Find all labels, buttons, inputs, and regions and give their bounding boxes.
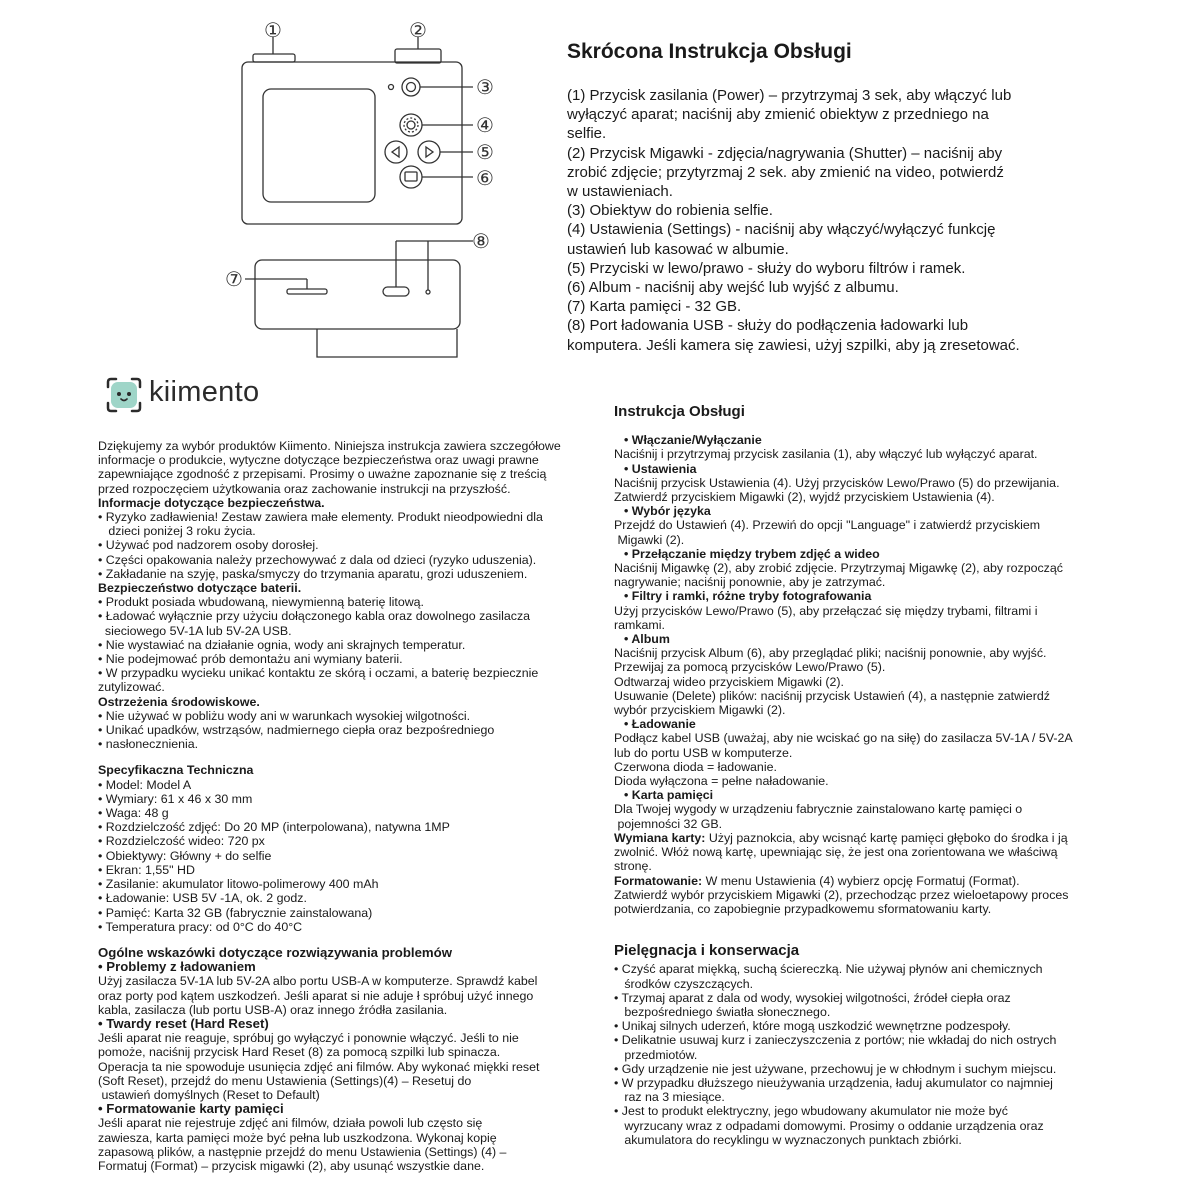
callout-5: ⑤ [476,140,494,164]
quick-guide-line: (1) Przycisk zasilania (Power) – przytrzymaj 3 sek, aby włączyć lub [567,87,1012,104]
text-line: wyrzucany wraz z odpadami domowymi. Prosimy o oddanie urządzenia oraz [614,1118,1044,1133]
text-line: • Model: Model A [98,777,192,792]
text-line: Czerwona dioda = ładowanie. [614,759,777,774]
text-line: Dioda wyłączona = pełne naładowanie. [614,774,829,789]
camera-screen [263,89,375,202]
filters-section-text [614,604,1114,632]
reset-text [98,1031,578,1102]
care-list [614,962,1114,1147]
text-line: Przewijaj za pomocą przycisków Lewo/Prawo (5). [614,660,886,675]
callout-4: ④ [476,113,494,137]
text-line: • W przypadku wycieku unikać kontaktu ze skórą i oczami, a baterię bezpiecznie [98,666,539,681]
env-title: Ostrzeżenia środowiskowe. [98,694,260,709]
format-text [98,1116,578,1173]
text-line: • Nie wystawiać na działanie ognia, wody ani skrajnych temperatur. [98,637,466,652]
text-line: nagrywanie; naciśnij ponownie, aby je zatrzymać. [614,575,886,590]
text-line: wybór przyciskiem Migawki (2). [614,703,786,718]
format-label: Formatowanie: [614,873,703,888]
logo-text: kiimento [149,376,260,408]
text-line: • W przypadku dłuższego nieużywania urządzenia, ładuj akumulator co najmniej [614,1075,1053,1090]
quick-guide-line: w ustawieniach. [567,183,673,201]
text-line: Użyj zasilacza 5V-1A lub 5V-2A albo portu USB-A w komputerze. Sprawdź kabel [98,974,538,989]
text-line: Podłącz kabel USB (uważaj, aby nie wciskać go na siłę) do zasilacza 5V-1A / 5V-2A [614,731,1073,746]
right-button-shape [418,141,440,163]
text-line: • Zakładanie na szyję, paska/smyczy do trzymania aparatu, grozi uduszeniem. [98,566,528,581]
filters-section-title: • Filtry i ramki, różne tryby fotografowania [624,589,872,604]
text-line: ustawień domyślnych (Reset to Default) [98,1087,320,1102]
text-line: • Pamięć: Karta 32 GB (fabrycznie zainstalowana) [98,905,373,920]
text-line: Jeśli aparat nie reaguje, spróbuj go wyłączyć i ponownie włączyć. Jeśli to nie [98,1031,519,1046]
charge-text [98,974,578,1017]
text-line: przedmiotów. [614,1047,698,1062]
text-line: • Ładowanie: USB 5V -1A, ok. 2 godz. [98,891,307,906]
text-line: bezpośredniego światła słonecznego. [614,1004,831,1019]
settings-section-title: • Ustawienia [624,461,697,476]
spec-list [98,778,578,934]
text-line: • Ładować wyłącznie przy użyciu dołączonego kabla oraz dowolnego zasilacza [98,609,531,624]
settings-section-text [614,476,1114,504]
card-swap-line [614,831,1114,845]
text-line: środków czyszczących. [614,976,754,991]
text-line: Odtwarzaj wideo przyciskiem Migawki (2). [614,674,844,689]
indicator-dot [389,85,394,90]
text-line: przed rozpoczęciem użytkowania oraz zachowanie instrukcji na przyszłość. [98,481,511,496]
text-line: • Trzymaj aparat z dala od wody, wysokiej wilgotności, źródeł ciepła oraz [614,990,1011,1005]
power-button-shape [253,54,295,62]
callout-3: ③ [476,75,494,99]
text-line: • Ekran: 1,55" HD [98,862,195,877]
quick-guide-line: ustawień lub kasować w albumie. [567,240,789,258]
text-line: Naciśnij przycisk Album (6), aby przeglądać pliki; naciśnij ponownie, aby wyjść. [614,646,1047,661]
spec-title: Specyfikaczna Techniczna [98,763,254,778]
text-line: zapewniające zgodność z przepisami. Prosimy o uważne zapoznanie się z treścią [98,467,547,482]
text-line: • Czyść aparat miękką, suchą ściereczką. Nie używaj płynów ani chemicznych [614,962,1043,977]
selfie-lens [402,78,420,96]
quick-guide-line: wyłączyć aparat; naciśnij aby zmienić obiektyw z przedniego na [567,106,989,124]
battery-list [98,595,578,694]
trouble-title: Ogólne wskazówki dotyczące rozwiązywania problemów [98,944,452,960]
reset-hole [426,290,430,294]
camera-diagram [215,15,505,365]
text-line: Dziękujemy za wybór produktów Kiimento. Niniejsza instrukcja zawiera szczegółowe [98,439,561,453]
quick-guide-line: (2) Przycisk Migawki - zdjęcia/nagrywania (Shutter) – naciśnij aby [567,144,1003,162]
text-line: Migawki (2). [614,532,685,547]
kiimento-face-icon [105,376,143,414]
quick-guide [567,40,1167,355]
charge-title: • Problemy z ładowaniem [98,959,256,975]
format-first: W menu Ustawienia (4) wybierz opcję Formatuj (Format). [702,873,1020,888]
text-line: oraz porty pod kątem uszkodzeń. Jeśli aparat si nie aduje ł spróbuj użyć innego [98,988,534,1003]
card-swap-first: Użyj paznokcia, aby wcisnąć kartę pamięci głęboko do środka i ją [705,830,1068,845]
text-line: Formatuj (Format) – przycisk migawki (2), aby usunąć wszystkie dane. [98,1158,485,1173]
text-line: akumulatora do recyklingu w wyznaczonych punktach zbiórki. [614,1132,962,1147]
text-line: • Wymiary: 61 x 46 x 30 mm [98,791,253,806]
charging-section-title: • Ładowanie [624,717,696,732]
usb-port [383,287,409,296]
text-line: zawiesza, karta pamięci może być pełna lub uszkodzona. Wykonaj kopię [98,1130,497,1145]
text-line: • nasłonecznienia. [98,737,199,752]
text-line: Zatwierdź przyciskiem Migawki (2), wyjdź przyciskiem Ustawienia (4). [614,490,995,505]
text-line: • Nie podejmować prób demontażu ani wymiany baterii. [98,652,403,667]
text-line: • Temperatura pracy: od 0°C do 40°C [98,919,303,934]
text-line: • Ryzyko zadławienia! Zestaw zawiera małe elementy. Produkt nieodpowiedni dla [98,510,543,525]
format-title: • Formatowanie karty pamięci [98,1101,284,1117]
album-button-shape [400,166,422,188]
quick-guide-line: (8) Port ładowania USB - służy do podłączenia ładowarki lub [567,317,969,335]
text-line: • Części opakowania należy przechowywać z dala od dzieci (ryzyko uduszenia). [98,552,537,567]
card-section-title: • Karta pamięci [624,788,714,803]
shutter-button-shape [395,49,441,63]
quick-guide-line: (4) Ustawienia (Settings) - naciśnij aby włączyć/wyłączyć funkcję [567,221,996,239]
text-line: Operacja ta nie spowoduje usunięcia zdjęć ani filmów. Aby wykonać miękki reset [98,1059,540,1074]
language-section-title: • Wybór języka [624,504,711,519]
safety-title: Informacje dotyczące bezpieczeństwa. [98,495,325,510]
quick-guide-lines [567,86,1167,355]
text-line: • Rozdzielczość zdjęć: Do 20 MP (interpolowana), natywna 1MP [98,820,450,835]
text-line: pojemności 32 GB. [614,816,723,831]
text-line: • Unikać upadków, wstrząsów, nadmiernego ciepła oraz bezpośredniego [98,723,495,738]
text-line: • Unikaj silnych uderzeń, które mogą uszkodzić wewnętrzne podzespoły. [614,1019,1011,1034]
memory-card-slot [287,289,327,294]
card-section-text [614,802,1114,830]
callout-7: ⑦ [225,267,243,291]
camera-body [242,62,462,224]
text-line: Naciśnij przycisk Ustawienia (4). Użyj przycisków Lewo/Prawo (5) do przewijania. [614,475,1060,490]
quick-guide-title: Skrócona Instrukcja Obsługi [567,40,852,63]
callout-8: ⑧ [472,229,490,253]
text-line: Jeśli aparat nie rejestruje zdjęć ani filmów, działa powoli lub często się [98,1116,483,1131]
quick-guide-line: komputera. Jeśli kamera się zawiesi, użyj szpilki, aby ją zresetować. [567,336,1020,354]
text-line: • Produkt posiada wbudowaną, niewymienną baterię litową. [98,595,424,610]
language-section-text [614,518,1114,546]
right-column [614,405,1114,1147]
callout-2: ② [409,18,427,42]
text-line: informacje o produkcie, wytyczne dotyczące bezpieczeństwa oraz uwagi prawne [98,453,539,468]
format-rest [614,888,1114,916]
env-list [98,709,578,752]
text-line: • Zasilanie: akumulator litowo-polimerowy 400 mAh [98,877,379,892]
quick-guide-line: (3) Obiektyw do robienia selfie. [567,202,773,220]
text-line: Usuwanie (Delete) plików: naciśnij przycisk Ustawień (4), a następnie zatwierdź [614,688,1050,703]
camera-bottom-view [255,260,460,329]
text-line: lub do portu USB w komputerze. [614,745,793,760]
manual-title: Instrukcja Obsługi [614,403,745,420]
callout-1: ① [264,18,282,42]
text-line: Naciśnij Migawkę (2), aby zrobić zdjęcie. Przytrzymaj Migawkę (2), aby rozpocząć [614,561,1063,576]
battery-title: Bezpieczeństwo dotyczące baterii. [98,581,302,596]
left-column [98,439,578,1173]
quick-guide-line: (6) Album - naciśnij aby wejść lub wyjść z albumu. [567,279,899,297]
text-line: zutylizować. [98,680,165,695]
charging-section-text [614,731,1114,788]
text-line: dzieci poniżej 3 roku życia. [98,524,256,539]
brand-logo [105,372,305,418]
format-line [614,874,1114,888]
text-line: • Rozdzielczość wideo: 720 px [98,834,265,849]
album-section-text [614,646,1114,717]
text-line: raz na 3 miesiące. [614,1090,725,1105]
text-line: • Waga: 48 g [98,806,169,821]
text-line: Zatwierdź wybór przyciskiem Migawki (2), przechodząc przez wieloetapowy proces [614,887,1069,902]
power-section-text [614,447,1114,461]
text-line: kabla, zasilacza (lub portu USB-A) oraz innego źródła zasilania. [98,1002,448,1017]
text-line: • Obiektywy: Główny + do selfie [98,848,272,863]
text-line: potwierdzania, co zapobiegnie przypadkowemu sformatowaniu karty. [614,901,992,916]
callout-6: ⑥ [476,166,494,190]
mode-section-text [614,561,1114,589]
quick-guide-line: selfie. [567,125,607,143]
reset-title: • Twardy reset (Hard Reset) [98,1015,269,1031]
text-line: ramkami. [614,617,665,632]
quick-guide-line: (7) Karta pamięci - 32 GB. [567,298,742,316]
text-line: Dla Twojej wygody w urządzeniu fabrycznie zainstalowano kartę pamięci o [614,802,1023,817]
text-line: Użyj przycisków Lewo/Prawo (5), aby przełączać się między trybami, filtrami i [614,603,1038,618]
text-line: • Delikatnie usuwaj kurz i zanieczyszczenia z portów; nie wkładaj do nich ostrych [614,1033,1057,1048]
card-swap-label: Wymiana karty: [614,830,706,845]
text-line: sieciowego 5V-1A lub 5V-2A USB. [98,623,292,638]
album-section-title: • Album [624,632,670,647]
text-line: • Jest to produkt elektryczny, jego wbudowany akumulator nie może być [614,1104,1008,1119]
care-title: Pielęgnacja i konserwacja [614,942,800,960]
power-section-title: • Włączanie/Wyłączanie [624,433,762,448]
text-line: Naciśnij i przytrzymaj przycisk zasilania (1), aby włączyć lub wyłączyć aparat. [614,447,1038,462]
text-line: zapasową plików, a następnie przejdź do menu Ustawienia (Settings) (4) – [98,1144,507,1159]
card-swap-rest [614,845,1114,873]
text-line: • Gdy urządzenie nie jest używane, przechowuj je w chłodnym i suchym miejscu. [614,1061,1057,1076]
text-line: pomoże, naciśnij przycisk Hard Reset (8) za pomocą szpilki lub spinacza. [98,1045,501,1060]
safety-list [98,510,578,581]
text-line: stronę. [614,859,652,874]
quick-guide-line: zrobić zdjęcie; przytyrzmaj 2 sek. aby zmienić na video, potwierdź [567,163,1004,181]
intro-text [98,439,578,496]
text-line: • Nie używać w pobliżu wody ani w warunkach wysokiej wilgotności. [98,708,471,723]
quick-guide-line: (5) Przyciski w lewo/prawo - służy do wyboru filtrów i ramek. [567,259,966,277]
text-line: Przejdź do Ustawień (4). Przewiń do opcji "Language" i zatwierdź przyciskiem [614,518,1041,533]
text-line: (Soft Reset), przejdź do menu Ustawienia (Settings)(4) – Resetuj do [98,1073,472,1088]
settings-button-shape [400,114,422,136]
mode-section-title: • Przełączanie między trybem zdjęć a wideo [624,546,880,561]
left-button-shape [385,141,407,163]
text-line: zwolnić. Włóż nową kartę, upewniając się, że jest ona zorientowana we właściwą [614,845,1058,860]
text-line: • Używać pod nadzorem osoby dorosłej. [98,538,319,553]
